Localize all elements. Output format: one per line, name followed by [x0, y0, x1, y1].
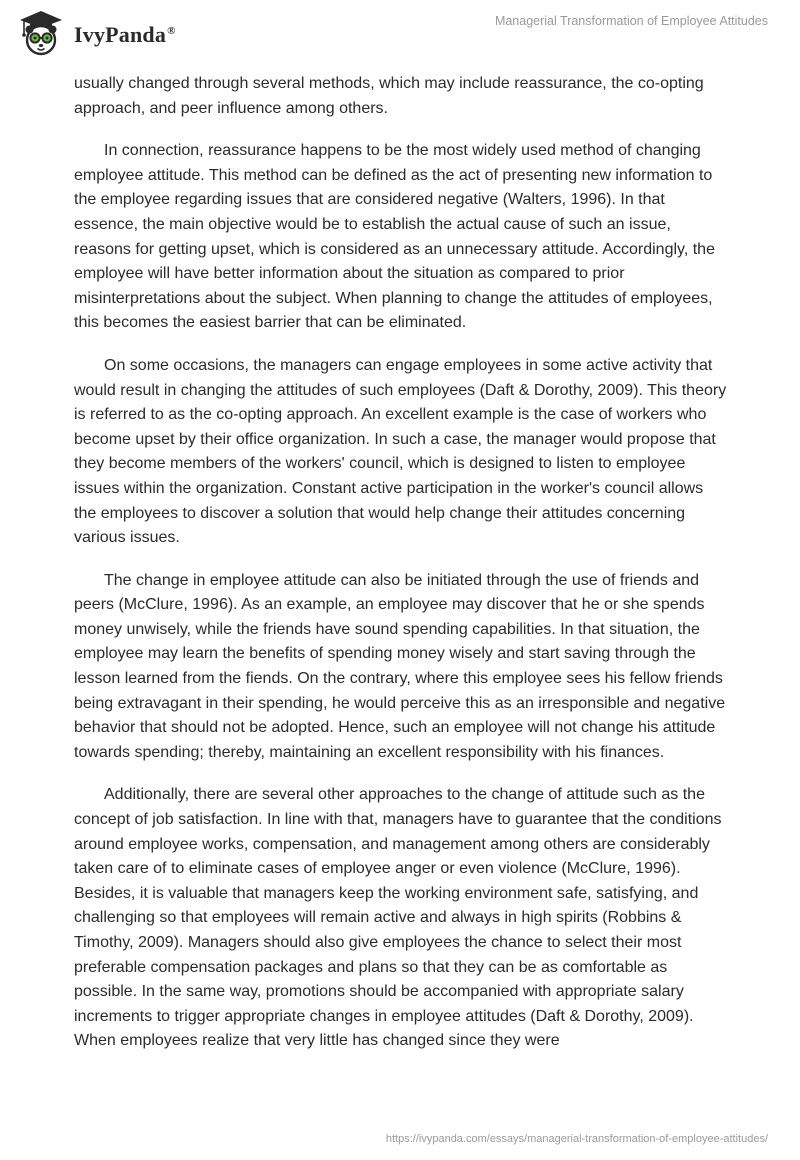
source-url[interactable]: https://ivypanda.com/essays/managerial-transformation-of-employee-attitudes/ — [385, 1133, 768, 1145]
page-header — [0, 0, 800, 70]
paragraph-reassurance: In connection, reassurance happens to be the most widely used method of changing employee attitude. This method can be defined as the act of presenting new information to the employee regarding issues that are considered negative (Walters, 1996). In that essence, the main objective would be to establish the actual cause of such an issue, reasons for getting upset, which is considered as an unnecessary attitude. Accordingly, the employee will have better information about the situation as compared to prior misinterpretations about the subject. When planning to change the attitudes of employees, this becomes the easiest barrier that can be eliminated. — [74, 142, 715, 332]
essay-body — [74, 72, 728, 1072]
paragraph-peer-influence: The change in employee attitude can also be initiated through the use of friends and peers (McClure, 1996). As an example, an employee may discover that he or she spends money unwisely, while the friends have sound spending capabilities. In that situation, the employee may learn the benefits of spending money wisely and start saving through the lesson learned from the fiends. On the contrary, where this employee sees his fellow friends being extravagant in their spending, he would perceive this as an irresponsible and negative behavior that should not be adopted. Hence, such an employee will not change his attitude towards spending; thereby, maintaining an excellent responsibility with his finances. — [74, 571, 726, 761]
registered-mark: ® — [167, 24, 176, 37]
panda-graduate-icon — [16, 8, 66, 58]
brand-name: IvyPanda® — [74, 22, 176, 47]
paragraph-co-opting: On some occasions, the managers can engage employees in some active activity that would result in changing the attitudes of such employees (Daft & Dorothy, 2009). This theory is referred to as the co-opting approach. An excellent example is the case of workers who become upset by their office organization. In such a case, the manager would propose that they become members of the workers' council, which is designed to listen to employee issues within the organization. Constant active participation in the worker's council allows the employees to discover a solution that would help change their attitudes concerning various issues. — [74, 356, 727, 547]
running-title: Managerial Transformation of Employee Attitudes — [494, 14, 768, 28]
brand-logo[interactable] — [16, 8, 176, 58]
paragraph-continued: usually changed through several methods, which may include reassurance, the co-opting approach, and peer influence among others. — [74, 75, 704, 117]
paragraph-job-satisfaction: Additionally, there are several other approaches to the change of attitude such as the concept of job satisfaction. In line with that, managers have to guarantee that the conditions around employee works, compensation, and management among others are considerably taken care of to eliminate cases of employee anger or even violence (McClure, 1996). Besides, it is valuable that managers keep the working environment safe, satisfying, and challenging so that employees will remain active and always in high spirits (Robbins & Timothy, 2009). Managers should also give employees the chance to select their most preferable compensation packages and plans so that they can be as comfortable as possible. In the same way, promotions should be accompanied with appropriate salary increments to trigger appropriate changes in employee attitudes (Daft & Dorothy, 2009). When employees realize that very little has changed since they were — [74, 786, 722, 1050]
